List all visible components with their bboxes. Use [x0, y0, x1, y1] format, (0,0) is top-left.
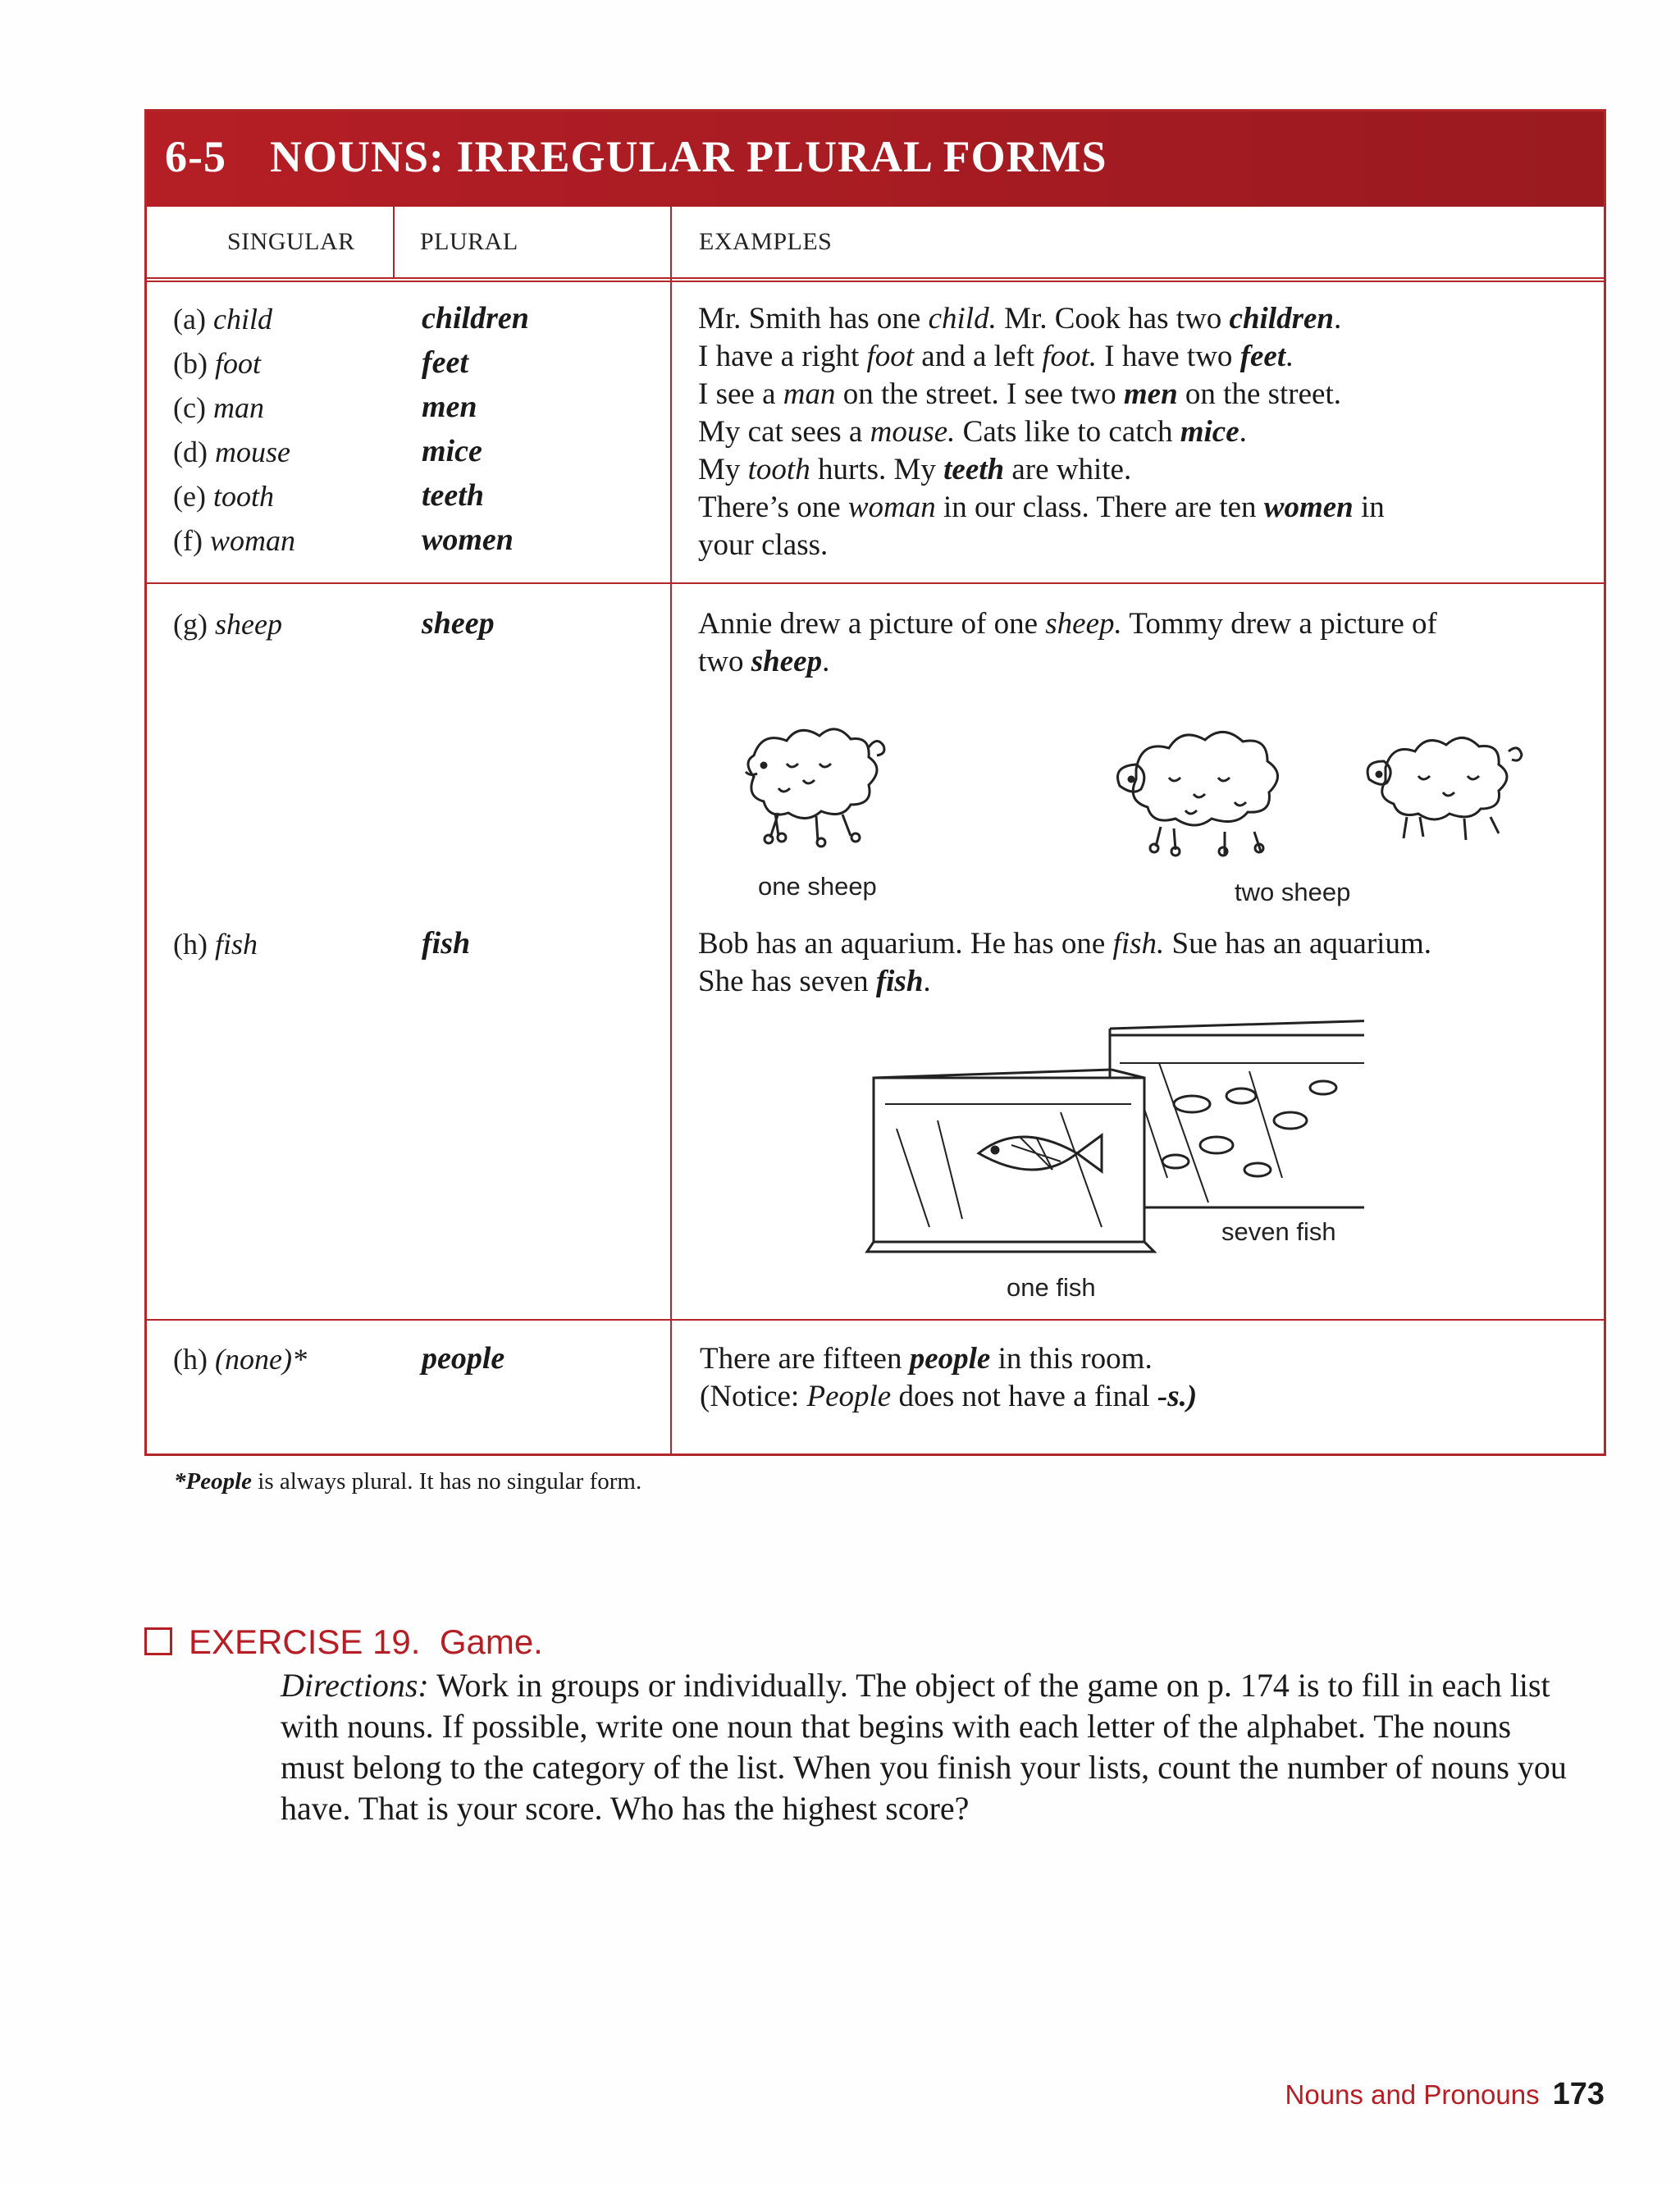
sheep-illustration-2 — [1353, 727, 1533, 850]
sheep-illustration-1 — [1103, 720, 1317, 860]
row-c: (c) man — [173, 391, 264, 424]
row-h-people: (h) (none)* — [173, 1343, 307, 1376]
people-example: There are fifteen people in this room. (Notice: People does not have a final -s.) — [700, 1342, 1198, 1413]
exercise-directions: Directions: Work in groups or individually. The object of the game on p. 174 is to fill in each list with nouns. If possible, write one noun that begins with each letter of the alphabet. The nouns must belong to the category of the list. When you finish your lists, count the number of nouns you have. That is your score. Who has the highest score? — [281, 1667, 1567, 1827]
divider — [147, 281, 1604, 282]
example-line: I see a man on the street. I see two men on the street. — [698, 377, 1341, 411]
page-footer — [1285, 2077, 1605, 2112]
chart-title-bar — [147, 112, 1604, 207]
example-line: I have a right foot and a left foot. I have two feet. — [698, 340, 1294, 373]
row-d: (d) mouse — [173, 436, 290, 468]
section-title: Nouns and Pronouns — [1285, 2079, 1540, 2110]
aquarium-illustration — [864, 1014, 1364, 1309]
grammar-chart — [144, 109, 1606, 1456]
checkbox-icon — [144, 1627, 172, 1655]
plural-women: women — [422, 523, 514, 557]
plural-feet: feet — [422, 345, 468, 380]
row-b: (b) foot — [173, 347, 261, 380]
header-examples: EXAMPLES — [699, 228, 833, 255]
plural-sheep: sheep — [422, 606, 495, 641]
header-plural: PLURAL — [420, 228, 518, 255]
caption-two-sheep: two sheep — [1235, 878, 1351, 906]
plural-teeth: teeth — [422, 478, 484, 513]
page-number: 173 — [1552, 2077, 1605, 2111]
caption-one-fish: one fish — [1007, 1273, 1096, 1302]
row-g: (g) sheep — [173, 608, 282, 641]
row-a: (a) child — [173, 303, 272, 335]
row-e: (e) tooth — [173, 480, 274, 513]
divider — [147, 582, 1604, 584]
footnote: *People is always plural. It has no singular form. — [174, 1468, 642, 1495]
plural-mice: mice — [422, 434, 482, 468]
divider — [147, 1319, 1604, 1321]
plural-men: men — [422, 390, 477, 424]
plural-fish: fish — [422, 926, 471, 961]
example-line: My tooth hurts. My teeth are white. — [698, 453, 1132, 486]
sheep-example: Annie drew a picture of one sheep. Tommy drew a picture of two sheep. — [698, 607, 1437, 678]
exercise-heading: EXERCISE 19. Game. — [144, 1622, 543, 1662]
divider — [670, 207, 672, 1454]
example-line: Mr. Smith has one child. Mr. Cook has two children. — [698, 302, 1342, 335]
header-singular: SINGULAR — [227, 228, 355, 255]
divider — [393, 207, 395, 277]
row-h-fish: (h) fish — [173, 928, 258, 961]
column-header-row — [147, 207, 1604, 279]
row-f: (f) woman — [173, 524, 295, 557]
examples-group-1 — [698, 300, 1592, 564]
example-line: My cat sees a mouse. Cats like to catch mice. — [698, 415, 1247, 449]
plural-children: children — [422, 301, 529, 335]
chart-number: 6-5 — [165, 132, 226, 181]
chart-title: NOUNS: IRREGULAR PLURAL FORMS — [270, 132, 1107, 181]
example-line: There’s one woman in our class. There are ten women in — [698, 491, 1385, 524]
caption-seven-fish: seven fish — [1221, 1217, 1336, 1246]
example-line: your class. — [698, 528, 829, 562]
one-sheep-illustration — [721, 714, 902, 854]
plural-people: people — [422, 1341, 505, 1376]
fish-example: Bob has an aquarium. He has one fish. Sue has an aquarium. She has seven fish. — [698, 927, 1431, 998]
caption-one-sheep: one sheep — [758, 872, 877, 901]
